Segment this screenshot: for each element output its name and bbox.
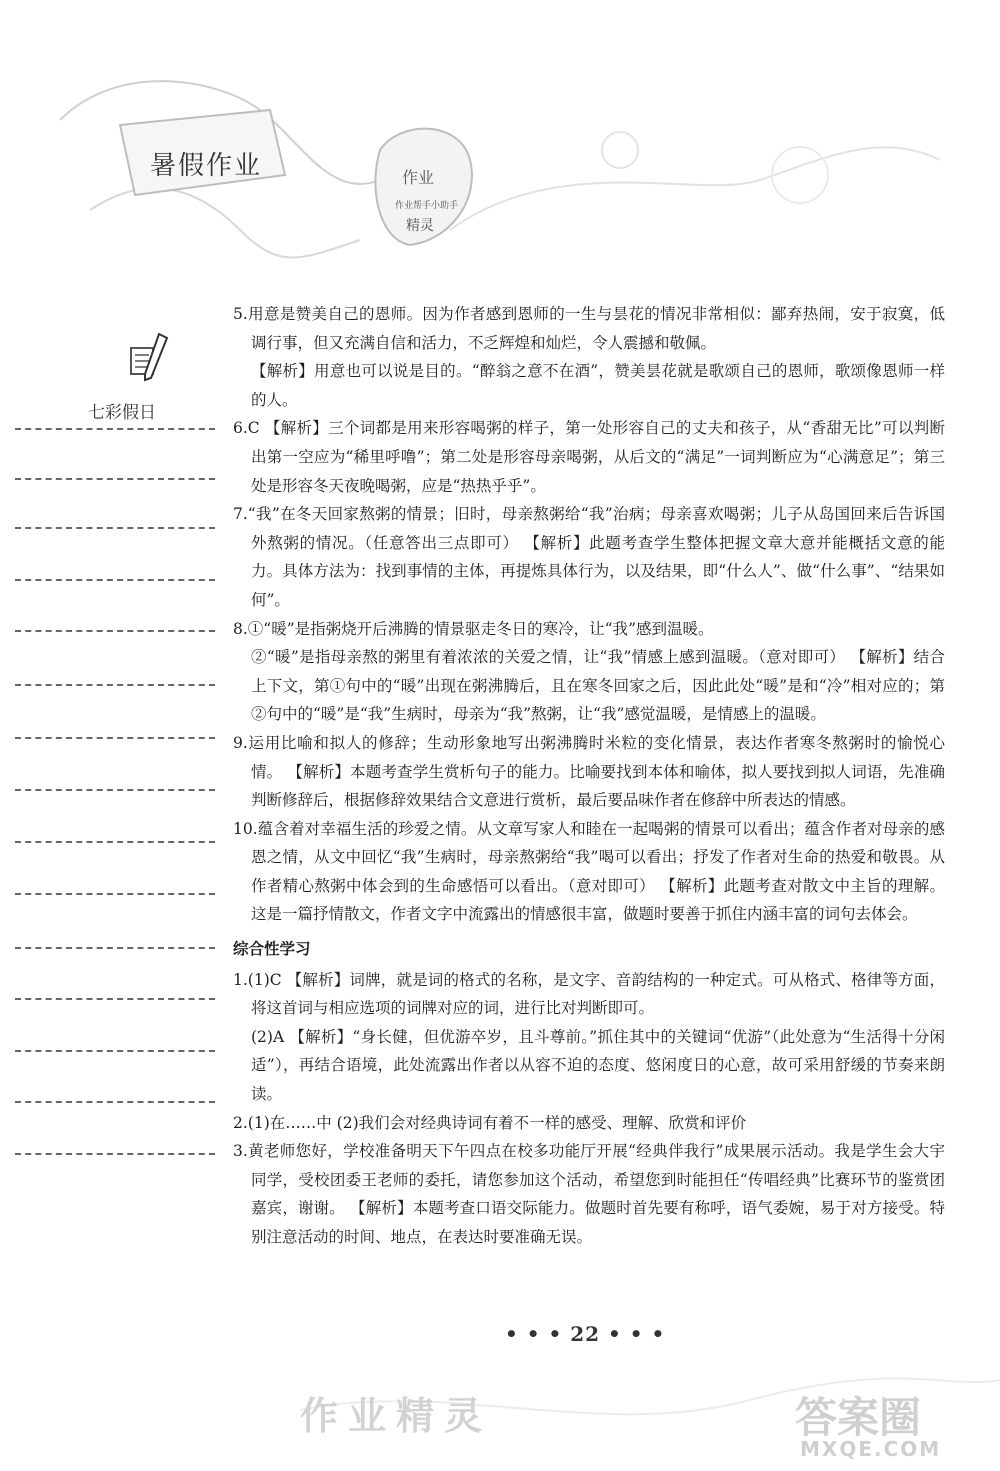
watermark-url: MXQE.COM [800,1437,942,1461]
note-line [15,630,215,632]
note-line [15,893,215,895]
note-line [15,1153,215,1155]
section-q1-1: 1.(1)C 【解析】词牌，就是词的格式的名称，是文字、音韵结构的一种定式。可从格式、格律等方面，将这首词与相应选项的词牌对应的词，进行比对判断即可。 [233,970,945,1018]
note-line [15,998,215,1000]
section-q3: 3.黄老师您好，学校准备明天下午四点在校多功能厅开展“经典伴我行”成果展示活动。我是学生会大宇同学，受校团委王老师的委托，请您参加这个活动，希望您到时能担任“传唱经典”比赛环节的鉴赏团嘉宾，谢谢。 【解析】本题考查口语交际能力。做题时首先要有称呼，语气委婉，易于对方接受。特别注意活动的时间、地点，在表达时要准确无误。 [233,1142,945,1246]
answer-q7: 7.“我”在冬天回家熬粥的情景；旧时，母亲熬粥给“我”治病；母亲喜欢喝粥；儿子从岛国回来后告诉国外熬粥的情况。（任意答出三点即可） 【解析】此题考查学生整体把握文章大意并能概括文意的能力。具体方法为：找到事情的主体，再提炼具体行为，以及结果，即“什么人”、做“什么事”、“结果如何”。 [233,505,945,609]
answer-q8-1: 8.①“暖”是指粥烧开后沸腾的情景驱走冬日的寒冷，让“我”感到温暖。 [233,619,714,638]
sidebar-label: 七彩假日 [88,403,156,423]
note-line [15,947,215,949]
note-line [15,428,215,430]
note-line [15,684,215,686]
note-line [15,579,215,581]
seal-line3: 精灵 [406,218,434,234]
note-line [15,478,215,480]
section-q2: 2.(1)在……中 (2)我们会对经典诗词有着不一样的感受、理解、欣赏和评价 [233,1113,747,1132]
header-title: 暑假作业 [150,151,263,181]
header-ornament [0,0,1000,270]
seal-line1: 作业 [402,168,435,187]
section-q1-2: (2)A 【解析】“身长健，但优游卒岁，且斗尊前。”抓住其中的关键词“优游”（此处意为“生活得十分闲适”），再结合语境，此处流露出作者以从容不迫的态度、悠闲度日的心意，故可采用舒缓的节奏来朗读。 [251,1027,945,1104]
note-line [15,1101,215,1103]
seal-line2: 作业帮手小助手 [395,201,459,211]
answer-q5-note: 【解析】用意也可以说是目的。“醉翁之意不在酒”，赞美昙花就是歌颂自己的恩师，歌颂像恩师一样的人。 [251,362,945,409]
answer-q8-2: ②“暖”是指母亲熬的粥里有着浓浓的关爱之情，让“我”情感上感到温暖。（意对即可） 【解析】结合上下文，第①句中的“暖”出现在粥沸腾后，且在寒冬回家之后，因此此处“暖”是和“冷”相对应的；第②句中的“暖”是“我”生病时，母亲为“我”熬粥，让“我”感觉温暖，是情感上的温暖。 [251,648,945,724]
answer-content [233,300,945,1252]
note-line [15,841,215,843]
page-number: • • • 22 • • • [505,1322,666,1346]
answer-q6: 6.C 【解析】三个词都是用来形容喝粥的样子，第一处形容自己的丈夫和孩子，从“香甜无比”可以判断出第一空应为“稀里呼噜”；第二处是形容母亲喝粥，从后文的“满足”一词判断应为“心满意足”；第三处是形容冬天夜晚喝粥，应是“热热乎乎”。 [233,419,945,495]
answer-q9: 9.运用比喻和拟人的修辞；生动形象地写出粥沸腾时米粒的变化情景，表达作者寒冬熬粥时的愉悦心情。 【解析】本题考查学生赏析句子的能力。比喻要找到本体和喻体，拟人要找到拟人词语，先准确判断修辞后，根据修辞效果结合文意进行赏析，最后要品味作者在修辞中所表达的情感。 [233,733,945,810]
answer-q5: 5.用意是赞美自己的恩师。因为作者感到恩师的一生与昙花的情况非常相似：鄙弃热闹，安于寂寞，低调行事，但又充满自信和活力，不乏辉煌和灿烂，令人震撼和敬佩。 [233,305,945,352]
section-title: 综合性学习 [233,940,311,959]
watermark-left: 作业精灵 [300,1394,493,1438]
note-line [15,789,215,791]
answer-q10: 10.蕴含着对幸福生活的珍爱之情。从文章写家人和睦在一起喝粥的情景可以看出；蕴含作者对母亲的感恩之情，从文中回忆“我”生病时，母亲熬粥给“我”喝可以看出；抒发了作者对生命的热爱和敬畏。从作者精心熬粥中体会到的生命感悟可以看出。（意对即可） 【解析】此题考查对散文中主旨的理解。这是一篇抒情散文，作者文字中流露出的情感很丰富，做题时要善于抓住内涵丰富的词句去体会。 [233,819,945,924]
page-header [0,0,1000,270]
note-line [15,527,215,529]
note-line [15,1050,215,1052]
watermark-right: 答案圈 [795,1393,922,1442]
notebook-pen-icon [125,330,175,392]
note-line [15,737,215,739]
